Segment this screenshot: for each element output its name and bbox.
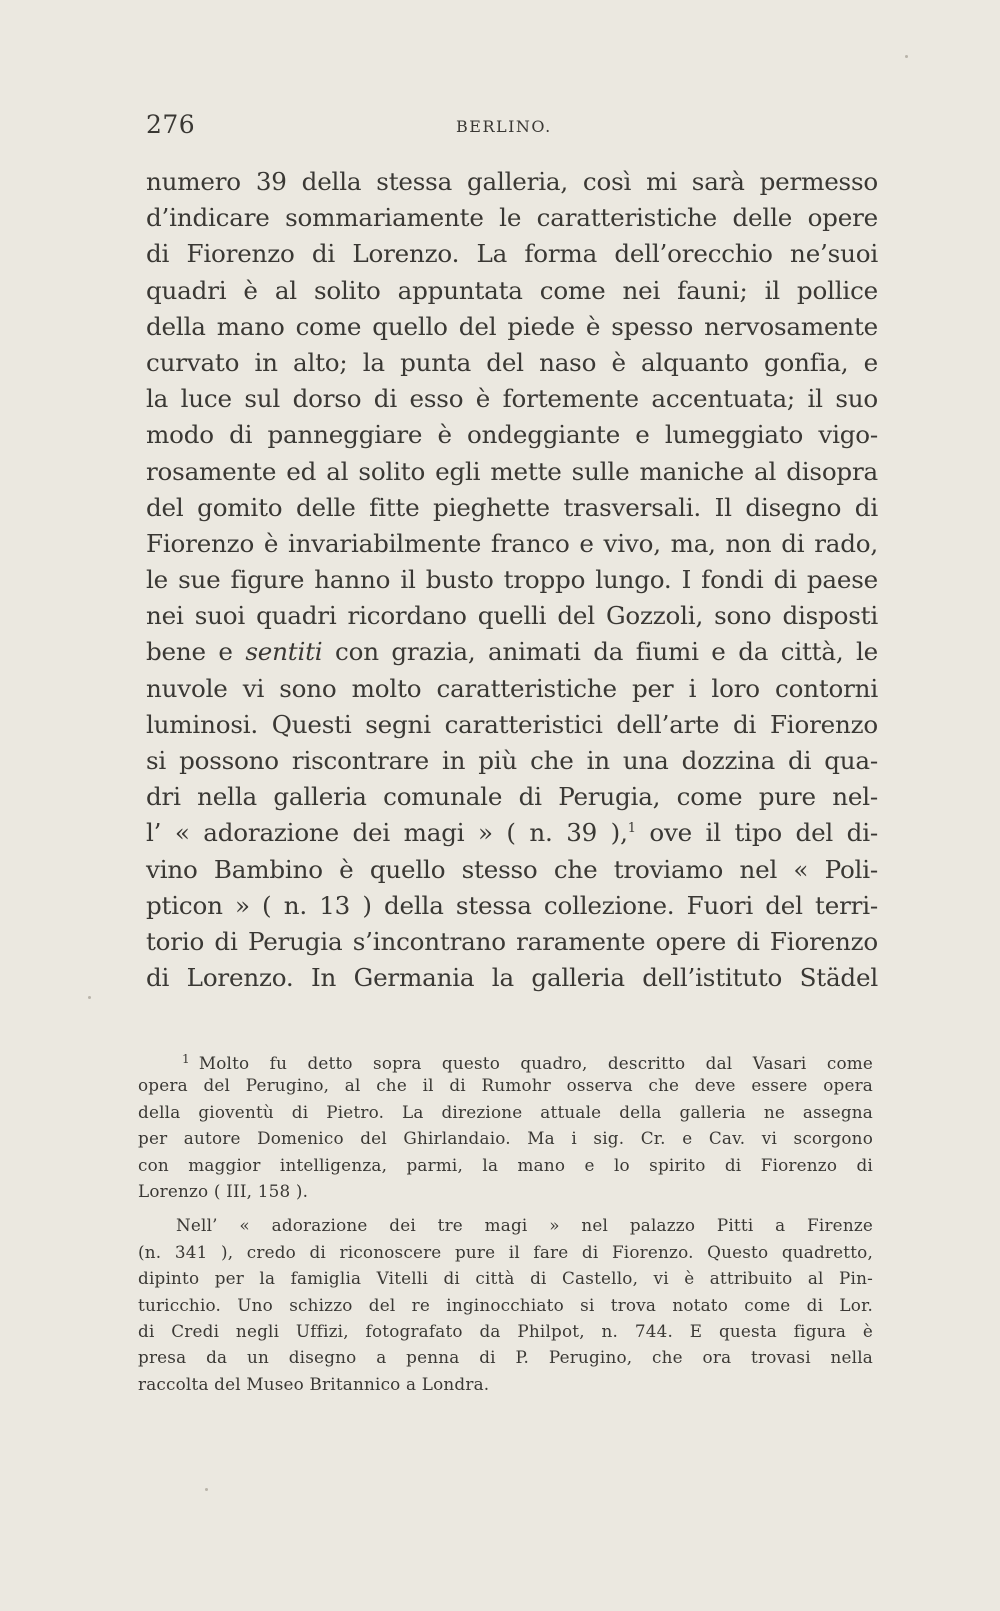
text-line: torio di Perugia s’incontrano raramente opere di Fiorenzo <box>146 926 878 956</box>
text-line: quadri è al solito appuntata come nei fauni; il pollice <box>146 275 878 305</box>
paper-speck <box>205 1488 208 1491</box>
text-line: di Fiorenzo di Lorenzo. La forma dell’orecchio ne’suoi <box>146 239 878 269</box>
text-line: nuvole vi sono molto caratteristiche per i loro contorni <box>146 673 878 703</box>
footnote-line <box>138 1046 873 1072</box>
main-text <box>146 164 878 996</box>
text-line: di Lorenzo. In Germania la galleria dell’istituto Städel <box>146 963 878 993</box>
footnote-line: opera del Perugino, al che il di Rumohr osserva che deve essere opera <box>138 1075 873 1096</box>
footnote-gap <box>138 1204 873 1212</box>
paper-speck <box>88 996 91 999</box>
footnotes <box>138 1046 873 1397</box>
footnote-line: presa da un disegno a penna di P. Perugino, che ora trovasi nella <box>138 1347 873 1368</box>
text-line: curvato in alto; la punta del naso è alquanto gonfia, e <box>146 347 878 377</box>
text-line: del gomito delle fitte pieghette trasversali. Il disegno di <box>146 492 878 522</box>
page-header <box>146 110 881 144</box>
footnote-line: raccolta del Museo Britannico a Londra. <box>138 1373 490 1394</box>
footnote-mark: 1 <box>182 1052 190 1066</box>
footnote-line: dipinto per la famiglia Vitelli di città di Castello, vi è attribuito al Pin- <box>138 1268 873 1289</box>
text-fragment: ove il tipo del di- <box>635 818 878 848</box>
footnote-line: Nell’ « adorazione dei tre magi » nel palazzo Pitti a Firenze <box>176 1215 873 1236</box>
text-line: della mano come quello del piede è spesso nervosamente <box>146 311 878 341</box>
text-line: modo di panneggiare è ondeggiante e lumeggiato vigo- <box>146 420 878 450</box>
text-line: dri nella galleria comunale di Perugia, come pure nel- <box>146 782 878 812</box>
footnote-line: turicchio. Uno schizzo del re inginocchiato si trova notato come di Lor. <box>138 1294 873 1315</box>
paper-speck <box>905 55 908 58</box>
text-fragment: bene e <box>146 637 246 667</box>
footnote-line: di Credi negli Uffizi, fotografato da Philpot, n. 744. E questa figura è <box>138 1320 873 1341</box>
text-fragment: l’ « adorazione dei magi » ( n. 39 ), <box>146 818 628 848</box>
text-line: luminosi. Questi segni caratteristici dell’arte di Fiorenzo <box>146 709 878 739</box>
text-line: pticon » ( n. 13 ) della stessa collezione. Fuori del terri- <box>146 890 878 920</box>
text-line: rosamente ed al solito egli mette sulle maniche al disopra <box>146 456 878 486</box>
text-line: nei suoi quadri ricordano quelli del Gozzoli, sono disposti <box>146 601 878 631</box>
italic-word: sentiti <box>245 637 323 667</box>
page-number: 276 <box>146 110 196 139</box>
text-line-with-footnote-ref <box>146 815 878 851</box>
text-line: le sue figure hanno il busto troppo lungo. I fondi di paese <box>146 565 878 595</box>
text-line: la luce sul dorso di esso è fortemente accentuata; il suo <box>146 384 878 414</box>
text-line: Fiorenzo è invariabilmente franco e vivo, ma, non di rado, <box>146 528 878 558</box>
footnote-line: (n. 341 ), credo di riconoscere pure il fare di Fiorenzo. Questo quadretto, <box>138 1241 873 1262</box>
text-line-with-italic <box>146 634 878 670</box>
text-line: numero 39 della stessa galleria, così mi sarà permesso <box>146 167 878 196</box>
footnote-line: con maggior intelligenza, parmi, la mano e lo spirito di Fiorenzo di <box>138 1154 873 1175</box>
footnote-line: della gioventù di Pietro. La direzione attuale della galleria ne assegna <box>138 1101 873 1122</box>
text-line: si possono riscontrare in più che in una dozzina di qua- <box>146 746 878 775</box>
text-line: d’indicare sommariamente le caratteristiche delle opere <box>146 203 878 233</box>
footnote-line: per autore Domenico del Ghirlandaio. Ma i sig. Cr. e Cav. vi scorgono <box>138 1128 873 1149</box>
footnote-reference: 1 <box>627 821 636 837</box>
footnote-line: Lorenzo ( III, 158 ). <box>138 1180 309 1201</box>
footnote-text: Molto fu detto sopra questo quadro, descritto dal Vasari come <box>198 1053 873 1073</box>
running-head: BERLINO. <box>456 117 552 136</box>
text-line: vino Bambino è quello stesso che troviamo nel « Poli- <box>146 854 878 884</box>
text-fragment: con grazia, animati da fiumi e da città, le <box>322 637 879 667</box>
